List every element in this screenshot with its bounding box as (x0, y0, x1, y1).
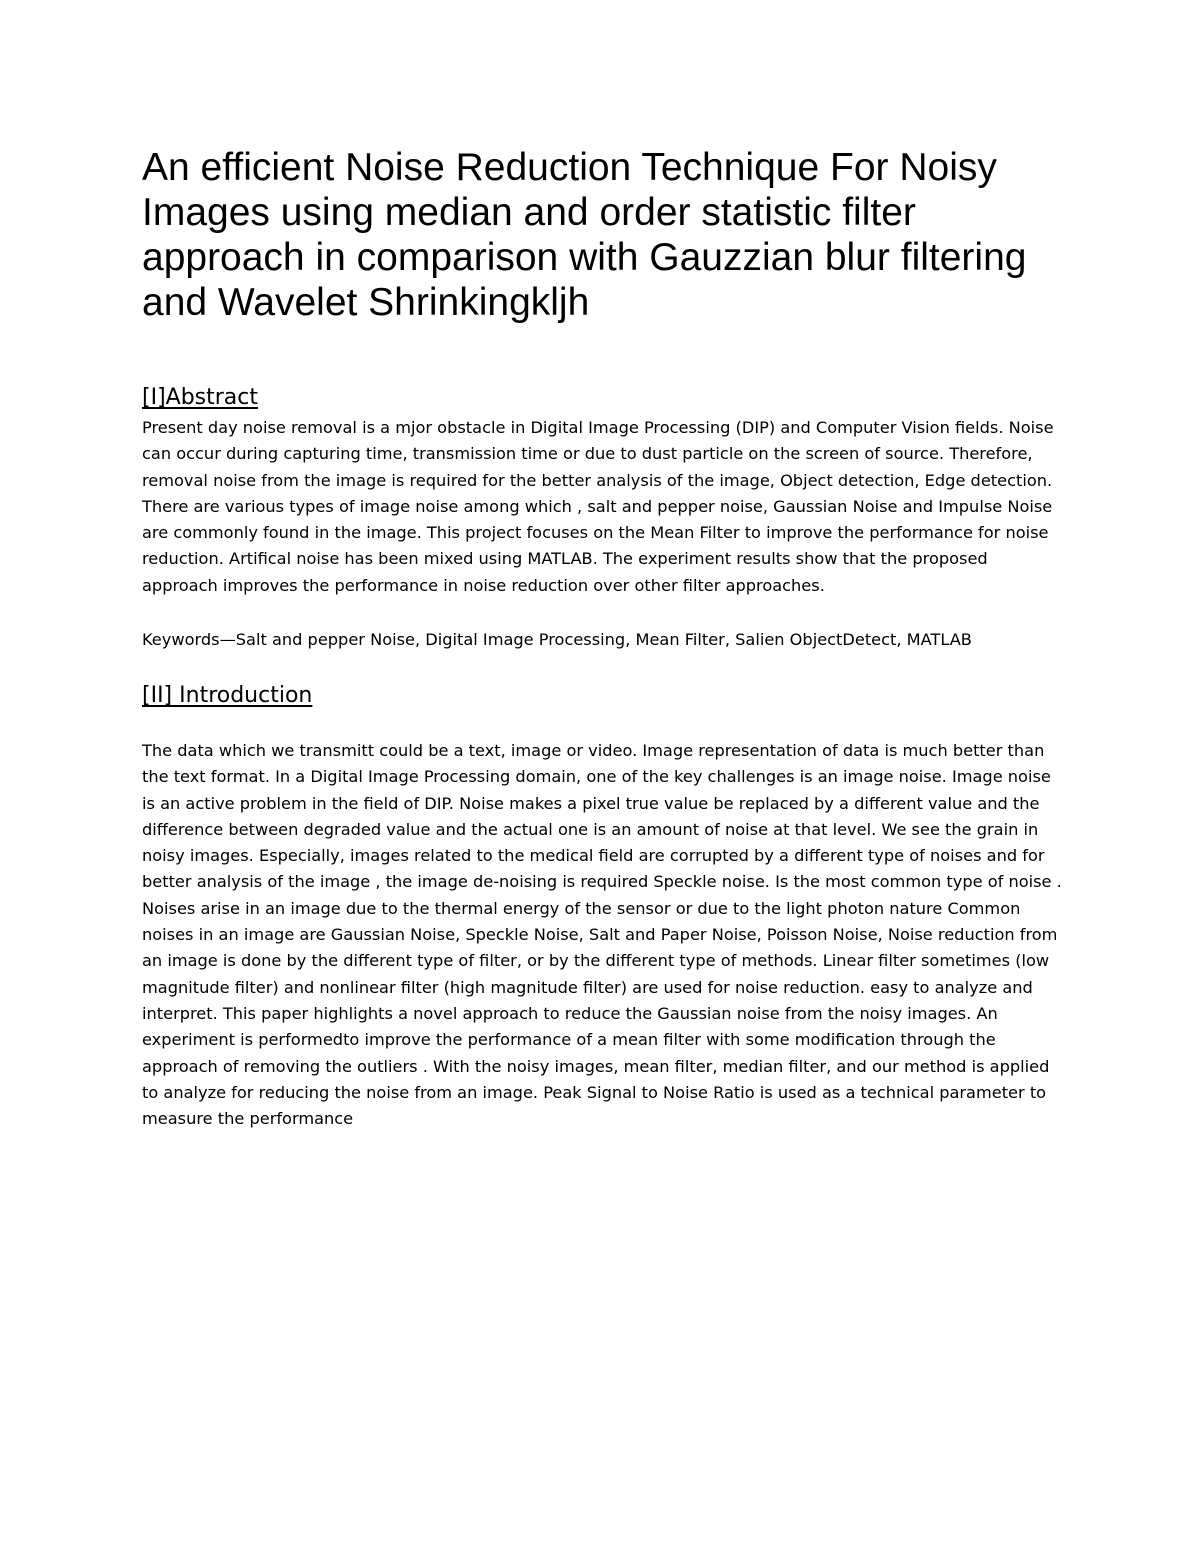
keywords-line: Keywords—Salt and pepper Noise, Digital Image Processing, Mean Filter, Salien ObjectDetect, MATLAB (142, 630, 972, 649)
introduction-paragraph: The data which we transmitt could be a text, image or video. Image representation of data is much better than the text format. In a Digital Image Processing domain, one of the key challenges is an image noise. Image noise is an active problem in the field of DIP. Noise makes a pixel true value be replaced by a different value and the difference between degraded value and the actual one is an amount of noise at that level. We see the grain in noisy images. Especially, images related to the medical field are corrupted by a different type of noises and for better analysis of the image , the image de-noising is required Speckle noise. Is the most common type of noise . Noises arise in an image due to the thermal energy of the sensor or due to the light photon nature Common noises in an image are Gaussian Noise, Speckle Noise, Salt and Paper Noise, Poisson Noise, Noise reduction from an image is done by the different type of filter, or by the different type of methods. Linear filter sometimes (low magnitude filter) and nonlinear filter (high magnitude filter) are used for noise reduction. easy to analyze and interpret. This paper highlights a novel approach to reduce the Gaussian noise from the noisy images. An experiment is performedto improve the performance of a mean filter with some modification through the approach of removing the outliers . With the noisy images, mean filter, median filter, and our method is applied to analyze for reducing the noise from an image. Peak Signal to Noise Ratio is used as a technical parameter to measure the performance (142, 741, 1062, 1129)
introduction-heading: [II] Introduction (142, 683, 313, 708)
abstract-heading: [I]Abstract (142, 385, 259, 410)
paper-title: An efficient Noise Reduction Technique For Noisy Images using median and order statistic filter approach in comparison with Gauzzian blur filtering and Wavelet Shrinkingkljh (142, 146, 1027, 324)
abstract-paragraph: Present day noise removal is a mjor obstacle in Digital Image Processing (DIP) and Computer Vision fields. Noise can occur during capturing time, transmission time or due to dust particle on the screen of source. Therefore, removal noise from the image is required for the better analysis of the image, Object detection, Edge detection. There are various types of image noise among which , salt and pepper noise, Gaussian Noise and Impulse Noise are commonly found in the image. This project focuses on the Mean Filter to improve the performance for noise reduction. Artifical noise has been mixed using MATLAB. The experiment results show that the proposed approach improves the performance in noise reduction over other filter approaches. (142, 418, 1054, 595)
